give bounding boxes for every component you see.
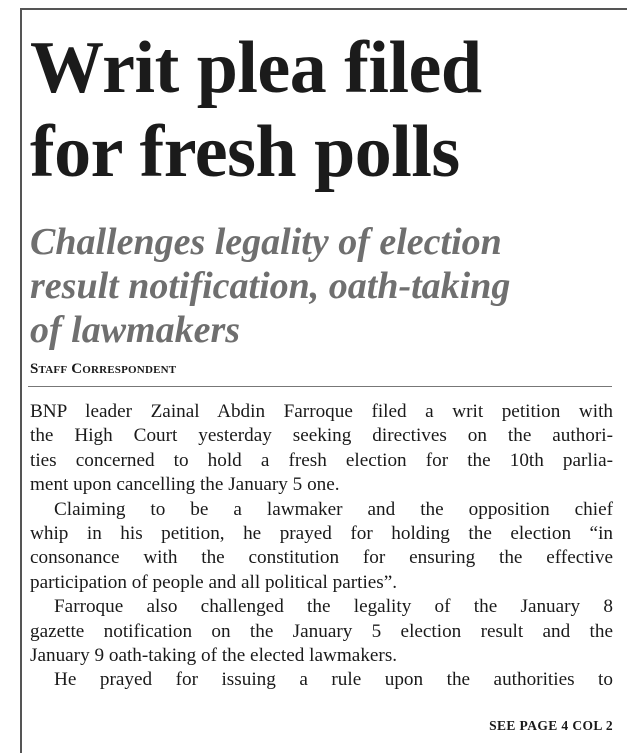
text-line: whip in his petition, he prayed for holding the election “in (30, 523, 613, 545)
left-border-rule (20, 8, 22, 753)
text-line: ment upon cancelling the January 5 one. (30, 474, 340, 496)
paragraph-2 (30, 498, 613, 596)
continued-on-page-line: SEE PAGE 4 COL 2 (489, 718, 613, 733)
paragraph-1 (30, 400, 613, 498)
text-line: the High Court yesterday seeking directives on the authori- (30, 425, 613, 447)
headline (30, 26, 620, 194)
text-line: January 9 oath-taking of the elected lawmakers. (30, 645, 398, 667)
subheadline-line: Challenges legality of election (30, 221, 502, 263)
byline-divider (28, 386, 612, 387)
headline-line: for fresh polls (30, 111, 460, 193)
subheadline-line: result notification, oath-taking (30, 265, 511, 307)
text-line: Farroque also challenged the legality of the January 8 (54, 596, 613, 618)
text-line: participation of people and all political parties”. (30, 571, 398, 593)
paragraph-4 (30, 668, 613, 692)
text-line: Claiming to be a lawmaker and the opposition chief (54, 498, 613, 520)
subheadline (30, 220, 620, 352)
subheadline-line: of lawmakers (30, 309, 241, 351)
text-line: BNP leader Zainal Abdin Farroque filed a writ petition with (30, 401, 613, 422)
text-line: consonance with the constitution for ensuring the effective (30, 547, 613, 569)
paragraph-3 (30, 595, 613, 668)
byline: Staff Correspondent (30, 361, 177, 377)
headline-line: Writ plea filed (30, 27, 482, 109)
text-line: gazette notification on the January 5 election result and the (30, 620, 613, 642)
text-line: He prayed for issuing a rule upon the authorities to (54, 669, 613, 691)
top-border-rule (20, 8, 627, 10)
text-line: ties concerned to hold a fresh election for the 10th parlia- (30, 449, 613, 471)
article-body (30, 400, 613, 693)
